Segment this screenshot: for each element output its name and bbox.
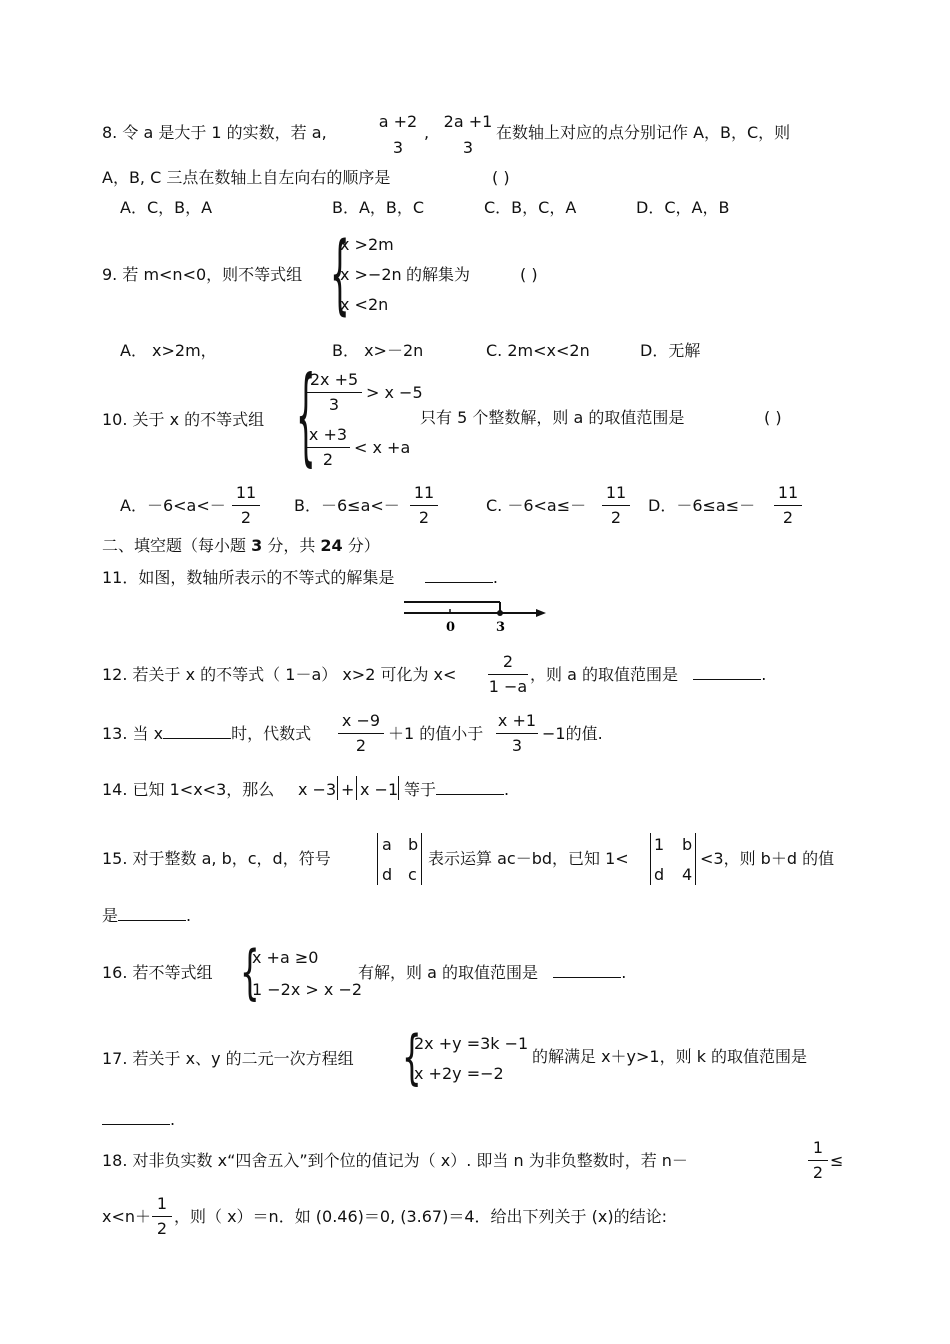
q10-option-d: D．－6≤a≤－ [648, 496, 756, 515]
q8-fraction-1: a +2 3 [378, 112, 418, 157]
q14-abs-bar-2 [356, 776, 357, 800]
q14-plus: + [341, 780, 355, 799]
q15-det-1-right [421, 833, 422, 885]
q15-det-2-right [695, 833, 696, 885]
q8-comma: , [424, 123, 430, 142]
q18-fraction-1: 1 2 [808, 1138, 828, 1183]
q10-option-b-fraction: 11 2 [410, 483, 438, 528]
q14-abs-expr-1: x −3 [298, 780, 337, 799]
q10-stem: 10. 关于 x 的不等式组 [102, 410, 265, 429]
q8-line1-post: 在数轴上对应的点分别记作 A，B，C，则 [496, 123, 791, 142]
q15-det-1-left [377, 833, 378, 885]
q15-det-1-b: b [408, 835, 419, 854]
section-2-heading: 二、填空题（每小题 3 分，共 24 分） [102, 536, 380, 555]
q15-det-1-d: d [382, 865, 393, 884]
q10-ineq-2-rhs: < x +a [354, 438, 411, 457]
q15-det-2-4: 4 [682, 865, 693, 884]
q9-option-a: A． x>2m， [120, 341, 217, 360]
q13-stem: 13. 当 x 时，代数式 [102, 724, 312, 743]
q14-abs-expr-2: x −1 [360, 780, 399, 799]
q16-system-row-2: 1 −2x > x −2 [252, 980, 363, 999]
q9-option-d: D．无解 [640, 341, 701, 360]
q18-line2-pre: x<n＋ [102, 1207, 152, 1226]
q10-answer-paren: ( ) [764, 408, 782, 427]
q9-option-b: B． x>－2n [332, 341, 424, 360]
q10-option-b: B．－6≤a<－ [294, 496, 400, 515]
q11-tick-3: 3 [496, 620, 506, 635]
q17-system-row-2: x +2y =−2 [414, 1064, 504, 1083]
q17-answer-blank[interactable] [102, 1110, 170, 1125]
q15-det-2-b: b [682, 835, 693, 854]
q15-det-1-c: c [408, 865, 417, 884]
q16-system-row-1: x +a ≥0 [252, 948, 319, 967]
q8-option-c: C．B，C，A [484, 198, 577, 217]
q8-line1: 8. 令 a 是大于 1 的实数，若 a, [102, 123, 327, 142]
q13-mid: ＋1 的值小于 [388, 724, 484, 743]
q15-det-1-a: a [382, 835, 392, 854]
q18-le-sign: ≤ [830, 1151, 844, 1170]
q10-stem-post: 只有 5 个整数解，则 a 的取值范围是 [420, 408, 685, 427]
q16-system-brace: { [240, 938, 260, 1007]
q14-abs-bar-3 [398, 776, 399, 800]
q14-stem: 14. 已知 1<x<3，那么 [102, 780, 275, 799]
q10-option-a: A．－6<a<－ [120, 496, 226, 515]
q12-stem-post: ，则 a 的取值范围是 . [530, 665, 767, 684]
q13-stem-post: −1的值. [542, 724, 603, 743]
q11-stem: 11．如图，数轴所表示的不等式的解集是 . [102, 568, 498, 587]
q10-option-c: C. －6<a≤－ [486, 496, 587, 515]
q9-answer-paren: ( ) [520, 265, 538, 284]
q18-fraction-2: 1 2 [152, 1194, 172, 1239]
q12-fraction: 2 1 −a [488, 652, 528, 696]
q17-line2: . [102, 1110, 175, 1130]
q9-system-brace: { [330, 224, 350, 325]
q9-system-row-3: x <2n [340, 295, 389, 314]
q12-stem: 12. 若关于 x 的不等式（ 1－a） x>2 可化为 x< [102, 665, 457, 684]
q14-stem-post: 等于 . [404, 780, 510, 799]
q15-stem-post: <3，则 b＋d 的值 [700, 849, 835, 868]
q11-answer-blank[interactable] [425, 568, 493, 583]
q13-fraction-2: x +1 3 [497, 711, 537, 755]
q14-abs-bar-1 [337, 776, 338, 800]
q12-answer-blank[interactable] [693, 665, 761, 680]
q17-system-row-1: 2x +y =3k −1 [414, 1034, 529, 1053]
q18-line2-post: ，则（ x）＝n．如 (0.46)＝0, (3.67)＝4．给出下列关于 (x)的结论: [174, 1207, 667, 1226]
q9-system-row-2: x >−2n [340, 265, 402, 284]
q10-fraction-2: x +3 2 [306, 425, 350, 470]
q8-option-b: B．A，B，C [332, 198, 425, 217]
q15-det-2-d: d [654, 865, 665, 884]
q10-option-a-fraction: 11 2 [232, 483, 260, 528]
q10-option-d-fraction: 11 2 [774, 483, 802, 528]
q10-fraction-1: 2x +5 3 [306, 370, 362, 415]
q10-system-brace: { [296, 354, 316, 478]
q9-stem-post: 的解集为 [406, 265, 471, 284]
q8-line2: A，B, C 三点在数轴上自左向右的顺序是 [102, 168, 391, 187]
q17-stem-post: 的解满足 x＋y>1，则 k 的取值范围是 [532, 1047, 808, 1066]
q10-ineq-1-rhs: > x −5 [366, 383, 423, 402]
q10-option-c-fraction: 11 2 [602, 483, 630, 528]
q15-stem: 15. 对于整数 a, b，c，d，符号 [102, 849, 331, 868]
q17-stem: 17. 若关于 x、y 的二元一次方程组 [102, 1049, 354, 1068]
q13-answer-blank[interactable] [163, 724, 231, 739]
q11-number-line-figure [400, 594, 548, 636]
q16-stem-post: 有解，则 a 的取值范围是 . [358, 963, 627, 982]
q8-option-a: A．C，B，A [120, 198, 213, 217]
q15-det-2-1: 1 [654, 835, 665, 854]
q15-stem-mid: 表示运算 ac－bd，已知 1< [428, 849, 629, 868]
q9-option-c: C. 2m<x<2n [486, 341, 590, 360]
q16-stem: 16. 若不等式组 [102, 963, 213, 982]
q15-line2: 是 . [102, 906, 192, 925]
q15-answer-blank[interactable] [118, 906, 186, 921]
q9-stem: 9. 若 m<n<0，则不等式组 [102, 265, 303, 284]
q11-tick-0: 0 [446, 620, 456, 635]
q8-fraction-2: 2a +1 3 [443, 112, 493, 157]
q16-answer-blank[interactable] [553, 963, 621, 978]
q15-det-2-left [650, 833, 651, 885]
q14-answer-blank[interactable] [436, 780, 504, 795]
q8-option-d: D．C，A，B [636, 198, 730, 217]
q17-system-brace: { [402, 1023, 422, 1092]
q18-stem: 18. 对非负实数 x“四舍五入”到个位的值记为（ x）. 即当 n 为非负整数时，若 n－ [102, 1151, 688, 1170]
q13-fraction-1: x −9 2 [338, 711, 384, 756]
q8-answer-paren: ( ) [492, 168, 510, 187]
q9-system-row-1: x >2m [340, 235, 394, 254]
